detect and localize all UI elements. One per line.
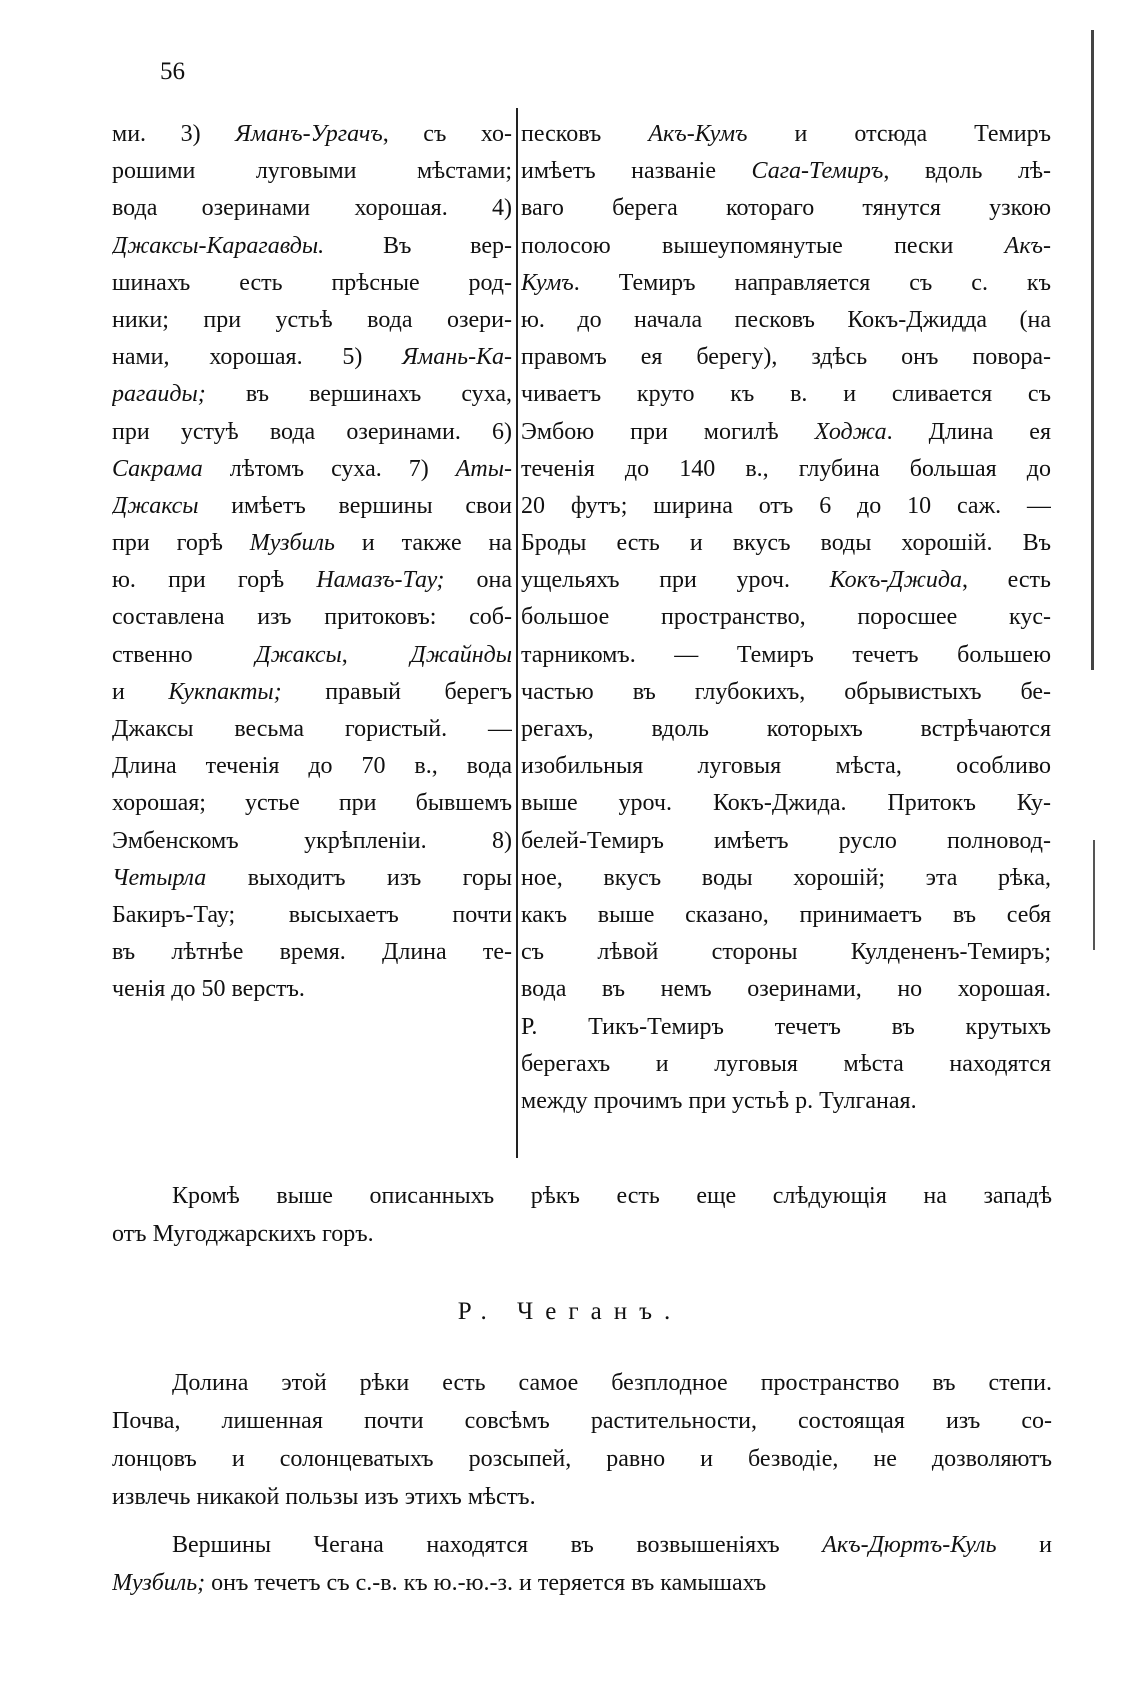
text-segment: Четырла [112,864,207,891]
text-segment: въ лѣтнѣе время. Длина те- [112,939,512,966]
text-segment: выше уроч. Кокъ-Джида. Притокъ Ку- [521,790,1051,817]
text-line [112,599,512,636]
text-line [521,339,1051,376]
text-segment: Джаксы [255,641,342,668]
text-segment: извлечь никакой пользы изъ этихъ мѣстъ. [112,1484,536,1510]
text-segment: между прочимъ при устьѣ р. Тулганая. [521,1087,917,1114]
text-segment: Яманъ-Ургачъ [235,121,383,147]
text-segment: въ вершинахъ суха, [205,381,512,408]
text-segment: имѣетъ вершины свои [198,492,512,519]
text-segment: отъ Мугоджарскихъ горъ. [112,1221,374,1247]
text-line [112,1177,1052,1215]
left-column [112,116,512,1009]
text-segment: рошими луговыми мѣстами; [112,158,512,185]
text-segment: , [341,641,411,668]
text-line [112,116,512,153]
text-segment: Сага-Темиръ [751,158,884,185]
text-segment: нами, хорошая. 5) [112,344,403,371]
text-segment: Джайнды [410,641,512,668]
section-heading: Р. Чеганъ. [457,1298,683,1325]
text-segment: лонцовъ и солонцеватыхъ розсыпей, равно и безводіе, не дозволяютъ [112,1446,1052,1472]
text-line [521,116,1051,153]
text-line [112,190,512,227]
text-line [521,451,1051,488]
text-segment: и отсюда Темиръ [747,121,1051,147]
text-segment: вода въ немъ озеринами, но хорошая. [521,976,1051,1003]
text-segment: , съ хо- [382,121,512,147]
text-segment: полосою вышеупомянутые пески [521,232,1005,259]
text-line [112,897,512,934]
text-line [112,1526,1052,1564]
page-edge-rule [1091,30,1094,670]
text-segment: Ямань-Ка- [402,344,512,371]
text-segment: ники; при устьѣ вода озери- [112,306,512,333]
column-divider [516,108,518,1158]
text-line [521,1046,1051,1083]
text-segment: Въ вер- [324,232,512,259]
text-segment: Кромѣ выше описанныхъ рѣкъ есть еще слѣдующія на западѣ [172,1183,1052,1209]
text-segment: вода озеринами хорошая. 4) [112,195,512,222]
page-number: 56 [160,58,185,85]
text-segment: белей-Темиръ имѣетъ русло полновод- [521,827,1051,854]
text-line [521,1083,1051,1120]
text-line [521,823,1051,860]
text-line [521,897,1051,934]
text-line [112,414,512,451]
text-segment: Джаксы весьма гористый. — [112,716,512,742]
text-segment: . Темиръ направляется съ с. къ [573,269,1051,296]
text-line [112,1215,1052,1253]
text-line [521,599,1051,636]
text-segment: ущельяхъ при уроч. [521,567,830,594]
text-segment: Длина теченія до 70 в., вода [112,753,512,780]
paragraph-valley [112,1364,1052,1516]
text-segment: Сакрама [112,455,203,482]
text-line [521,265,1051,302]
text-segment: Музбиль; [112,1570,206,1596]
text-segment: Р. Тикъ-Темиръ течетъ въ крутыхъ [521,1013,1051,1040]
page-edge-rule-lower [1093,840,1095,950]
text-segment: ю. до начала песковъ Кокъ-Джидда (на [521,306,1051,333]
text-line [112,823,512,860]
text-line [521,153,1051,190]
text-segment: ваго берега котораго тянутся узкою [521,195,1051,222]
text-line [521,228,1051,265]
text-segment: она [444,567,512,594]
text-segment: выходитъ изъ горы [206,864,512,891]
text-segment: съ лѣвой стороны Кулдененъ-Темиръ; [521,939,1051,966]
text-segment: Аты- [455,455,512,482]
text-segment: Кумъ [521,269,574,296]
text-segment: ми. 3) [112,121,236,147]
text-segment: тарникомъ. — Темиръ течетъ большею [521,641,1051,668]
text-line [112,1564,1052,1602]
text-line [521,860,1051,897]
text-segment: теченія до 140 в., глубина большая до [521,455,1051,482]
text-segment: при устуѣ вода озеринами. 6) [112,418,512,445]
text-line [521,674,1051,711]
text-segment: при горѣ [112,530,250,557]
paragraph-intro [112,1177,1052,1253]
text-segment: регахъ, вдоль которыхъ встрѣчаются [521,716,1051,742]
text-line [112,376,512,413]
text-segment: Музбиль [249,530,335,557]
text-line [112,674,512,711]
text-line [112,785,512,822]
text-segment: Бакиръ-Тау; высыхаетъ почти [112,901,512,928]
text-segment: песковъ [521,121,649,147]
text-line [521,971,1051,1008]
text-line [112,228,512,265]
text-segment: Ходжа [814,418,887,445]
text-segment: шинахъ есть прѣсные род- [112,269,512,296]
text-line [112,339,512,376]
text-line [521,376,1051,413]
text-segment: правый берегъ [281,678,512,705]
text-line [112,488,512,525]
text-segment: ственно [112,641,256,668]
text-segment: ченія до 50 верстъ. [112,976,305,1003]
text-segment: имѣетъ названіе [521,158,752,185]
text-line [112,302,512,339]
text-segment: Эмбенскомъ укрѣпленіи. 8) [112,827,512,854]
text-line [521,711,1051,748]
text-segment: Джаксы-Карагавды. [112,232,325,259]
text-segment: , есть [962,567,1051,594]
text-segment: рагаиды; [112,381,206,408]
text-segment: Броды есть и вкусъ воды хорошій. Въ [521,530,1051,557]
text-segment: и [112,678,169,705]
text-line [112,971,512,1008]
text-segment: составлена изъ притоковъ: соб- [112,604,512,631]
text-segment: 20 футъ; ширина отъ 6 до 10 саж. — [521,492,1051,519]
text-segment: Акъ- [1004,232,1051,259]
text-segment: большое пространство, поросшее кус- [521,604,1051,631]
text-segment: Кокъ-Джида [829,567,963,594]
text-line [521,1009,1051,1046]
text-line [112,711,512,748]
text-segment: , вдоль лѣ- [883,158,1051,185]
text-segment: изобильныя луговыя мѣста, особливо [521,753,1051,780]
text-segment: Вершины Чегана находятся въ возвышеніяхъ [172,1532,823,1558]
text-segment: ю. при горѣ [112,567,317,594]
paragraph-sources [112,1526,1052,1602]
text-segment: какъ выше сказано, принимаетъ въ себя [521,901,1051,928]
text-line [521,488,1051,525]
text-line [112,1402,1052,1440]
text-segment: Долина этой рѣки есть самое безплодное пространство въ степи. [172,1370,1052,1396]
text-segment: Эмбою при могилѣ [521,418,815,445]
text-line [521,190,1051,227]
text-line [521,934,1051,971]
text-line [112,525,512,562]
text-line [112,637,512,674]
text-line [112,265,512,302]
text-line [521,785,1051,822]
text-segment: Почва, лишенная почти совсѣмъ растительности, состоящая изъ со- [112,1408,1052,1434]
text-segment: и также на [334,530,512,557]
text-segment: берегахъ и луговыя мѣста находятся [521,1050,1051,1077]
text-line [112,1364,1052,1402]
text-line [112,1440,1052,1478]
text-segment: . Длина ея [886,418,1051,445]
text-segment: Намазъ-Тау; [316,567,445,594]
text-line [112,934,512,971]
text-segment: правомъ ея берегу), здѣсь онъ повора- [521,344,1051,371]
text-line [112,562,512,599]
text-segment: ное, вкусъ воды хорошій; эта рѣка, [521,864,1051,891]
text-line [112,748,512,785]
text-line [521,414,1051,451]
text-line [521,637,1051,674]
text-segment: хорошая; устье при бывшемъ [112,790,512,817]
text-segment: онъ течетъ съ с.-в. къ ю.-ю.-з. и теряется въ камышахъ [205,1570,767,1596]
text-line [112,451,512,488]
text-line [521,748,1051,785]
right-column [521,116,1051,1120]
text-line [521,525,1051,562]
text-segment: Кукпакты; [168,678,282,705]
text-line [521,302,1051,339]
text-segment: частью въ глубокихъ, обрывистыхъ бе- [521,678,1051,705]
text-line [112,860,512,897]
text-segment: Акъ-Кумъ [648,121,748,147]
text-segment: чиваетъ круто къ в. и сливается съ [521,381,1051,408]
text-segment: и [996,1532,1052,1558]
text-line [521,562,1051,599]
text-segment: Акъ-Дюртъ-Куль [822,1532,997,1558]
text-line [112,1478,1052,1516]
text-segment: лѣтомъ суха. 7) [202,455,456,482]
text-line [112,153,512,190]
text-segment: Джаксы [112,492,199,519]
